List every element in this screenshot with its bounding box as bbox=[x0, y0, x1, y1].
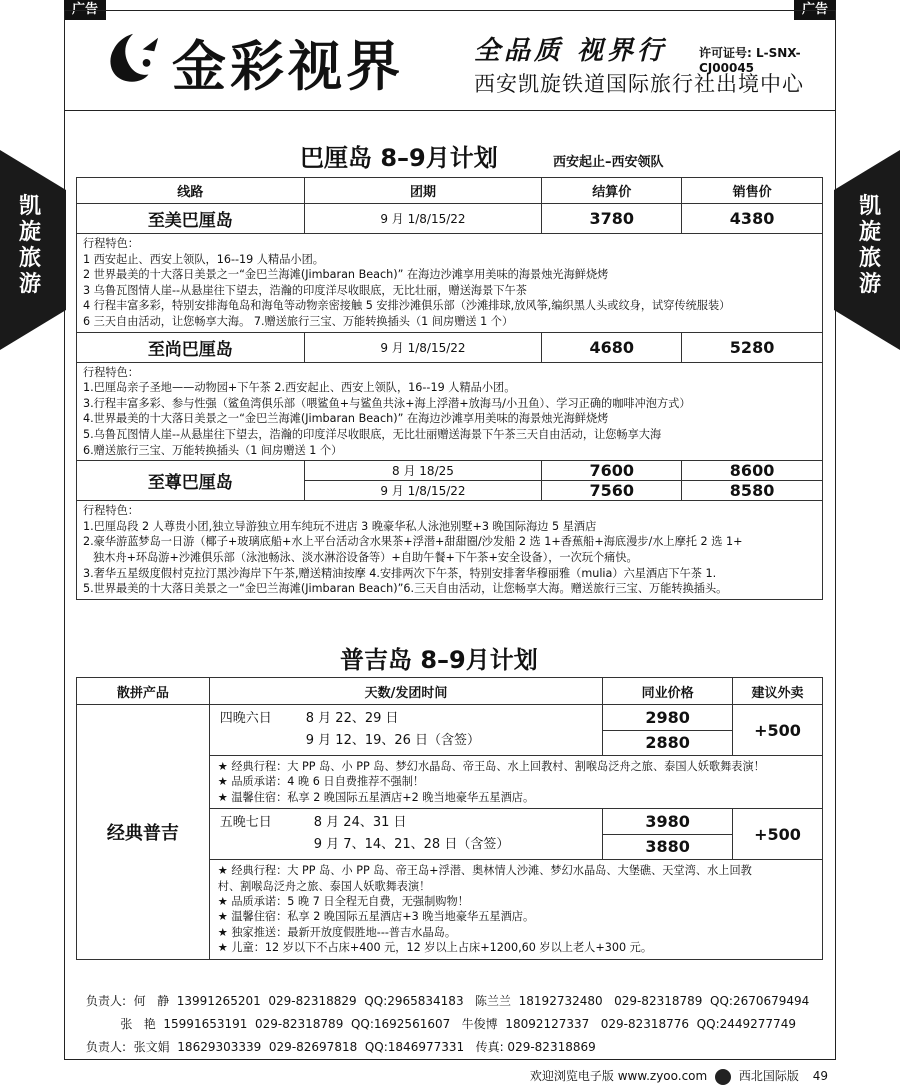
duration-label: 五晚七日 bbox=[219, 815, 272, 831]
feature-line: ★ 品质承诺：5 晚 7 日全程无自费，无强制购物！ bbox=[217, 895, 469, 909]
settle-price: 4680 bbox=[542, 332, 682, 362]
sale-price: 5280 bbox=[682, 332, 823, 362]
route-name: 至美巴厘岛 bbox=[77, 204, 305, 234]
route-name: 至尊巴厘岛 bbox=[77, 461, 305, 501]
ad-label-left: 广告 bbox=[64, 0, 106, 20]
header-divider bbox=[64, 110, 836, 111]
bali-title: 巴厘岛 8–9月计划 bbox=[300, 144, 498, 172]
feature-line: 3.行程丰富多彩、参与性强（鲨鱼湾俱乐部（喂鲨鱼+与鲨鱼共泳+海上浮潜+放海马/小丑鱼）、学习正确的咖啡冲泡方式） bbox=[83, 396, 691, 410]
route-name: 至尚巴厘岛 bbox=[77, 332, 305, 362]
footer-text: 欢迎浏览电子版 www.zyoo.com bbox=[529, 1069, 708, 1083]
feature-line: ★ 温馨住宿：私享 2 晚国际五星酒店+3 晚当地豪华五星酒店。 bbox=[217, 910, 535, 924]
feature-line: 行程特色： bbox=[83, 237, 139, 250]
feature-line: 3.奢华五星级度假村克拉汀黑沙海岸下午茶,赠送精油按摩 4.安排两次下午茶，特别安排奢华穆丽雅（mulia）六星酒店下午茶 1. bbox=[83, 566, 717, 580]
feature-line: 1.巴厘岛亲子圣地——动物园+下午茶 2.西安起止、西安上领队，16--19 人精品小团。 bbox=[83, 381, 516, 395]
date-line: 9 月 12、19、26 日（含签） bbox=[305, 733, 481, 748]
feature-line: 独木舟+环岛游+沙滩俱乐部（泳池畅泳、淡水淋浴设备等）+自助午餐+下午茶+安全设备），一次玩个痛快。 bbox=[93, 550, 638, 564]
contact-line: 负责人: 张文娟 18629303339 029-82697818 QQ:1846977331 传真: 029-82318869 bbox=[86, 1040, 596, 1054]
bali-table bbox=[76, 177, 823, 600]
col-header: 建议外卖 bbox=[733, 678, 823, 705]
sale-price: 4380 bbox=[682, 204, 823, 234]
license-number: 许可证号: L-SNX-CJ00045 bbox=[699, 46, 801, 75]
side-tab-right bbox=[834, 150, 900, 350]
trade-price: 3880 bbox=[603, 834, 733, 860]
side-char: 旅 bbox=[18, 246, 41, 271]
phuket-table bbox=[76, 677, 823, 960]
trade-price: 2980 bbox=[603, 705, 733, 731]
side-tab-left bbox=[0, 150, 66, 350]
feature-line: ★ 品质承诺：4 晚 6 日自费推荐不强制！ bbox=[217, 775, 425, 789]
col-header: 散拼产品 bbox=[77, 678, 210, 705]
footer bbox=[530, 1067, 828, 1085]
product-name: 经典普吉 bbox=[77, 705, 210, 960]
route-date: 9 月 1/8/15/22 bbox=[304, 204, 542, 234]
feature-line: 3 乌鲁瓦图情人崖--从悬崖往下望去，浩瀚的印度洋尽收眼底，无比壮丽，赠送海景下午茶 bbox=[83, 283, 527, 297]
route-date: 9 月 1/8/15/22 bbox=[304, 481, 542, 501]
logo-text: 金彩视界 bbox=[172, 34, 404, 98]
side-char: 凯 bbox=[858, 194, 881, 219]
feature-line: ★ 独家推送：最新开放度假胜地---普吉水晶岛。 bbox=[217, 925, 457, 939]
table-row bbox=[77, 332, 823, 362]
agency-name: 西安凯旋铁道国际旅行社出境中心 bbox=[474, 72, 804, 96]
brand-logo-icon bbox=[715, 1069, 731, 1085]
date-line: 9 月 7、14、21、28 日（含签） bbox=[313, 837, 510, 853]
date-line: 8 月 24、31 日 bbox=[313, 815, 407, 831]
package-dates bbox=[209, 809, 602, 860]
feature-line: 6.赠送旅行三宝、万能转换插头（1 间房赠送 1 个） bbox=[83, 443, 343, 457]
sale-price: 8600 bbox=[682, 461, 823, 481]
side-char: 旅 bbox=[858, 246, 881, 271]
feature-line: 村、割喉岛泛舟之旅、泰国人妖歌舞表演！ bbox=[217, 879, 431, 893]
date-line: 8 月 22、29 日 bbox=[305, 711, 399, 726]
feature-line: 2.豪华游蓝梦岛一日游（椰子+玻璃底船+水上平台活动含水果茶+浮潜+甜甜圈/沙发船 2 选 1+香蕉船+海底漫步/水上摩托 2 选 1+ bbox=[83, 535, 743, 549]
feature-line: 1 西安起止、西安上领队，16--19 人精品小团。 bbox=[83, 252, 324, 266]
settle-price: 7560 bbox=[542, 481, 682, 501]
settle-price: 3780 bbox=[542, 204, 682, 234]
side-char: 旋 bbox=[858, 220, 881, 245]
contact-line: 负责人: 何 静 13991265201 029-82318829 QQ:2965834183 陈兰兰 18192732480 029-82318789 QQ:2670679494 bbox=[86, 994, 810, 1008]
page-number: 49 bbox=[812, 1069, 828, 1083]
slogan: 全品质 视界行 bbox=[474, 36, 668, 66]
feature-line: 4 行程丰富多彩，特别安排海龟岛和海龟等动物亲密接触 5 安排沙滩俱乐部（沙滩排球,放风筝,编织黑人头或纹身，试穿传统服装） bbox=[83, 299, 731, 313]
feature-line: 5.世界最美的十大落日美景之一“金巴兰海滩(Jimbaran Beach)”6.三天自由活动，让您畅享大海。赠送旅行三宝、万能转换插头。 bbox=[83, 582, 728, 596]
feature-line: 2 世界最美的十大落日美景之一“金巴兰海滩(Jimbaran Beach)” 在海边沙滩享用美味的海景烛光海鲜烧烤 bbox=[83, 268, 609, 282]
feature-line: 5.乌鲁瓦图情人崖--从悬崖往下望去，浩瀚的印度洋尽收眼底，无比壮丽赠送海景下午茶三天自由活动，让您畅享大海 bbox=[83, 427, 662, 441]
logo-icon bbox=[104, 30, 162, 88]
side-char: 凯 bbox=[18, 194, 41, 219]
feature-line: 1.巴厘岛段 2 人尊贵小团,独立导游独立用车纯玩不进店 3 晚豪华私人泳池别墅+3 晚国际海边 5 星酒店 bbox=[83, 519, 597, 533]
col-header: 天数/发团时间 bbox=[209, 678, 602, 705]
col-header: 同业价格 bbox=[603, 678, 733, 705]
sale-price: 8580 bbox=[682, 481, 823, 501]
col-header: 结算价 bbox=[542, 178, 682, 204]
features-row bbox=[77, 501, 823, 600]
features-row bbox=[77, 362, 823, 461]
settle-price: 7600 bbox=[542, 461, 682, 481]
side-char: 游 bbox=[858, 272, 881, 297]
feature-line: 行程特色： bbox=[83, 504, 139, 518]
feature-line: 行程特色： bbox=[83, 365, 139, 379]
features-row bbox=[77, 234, 823, 333]
feature-line: ★ 儿童：12 岁以下不占床+400 元，12 岁以上占床+1200,60 岁以上老人+300 元。 bbox=[217, 941, 653, 955]
side-char: 旋 bbox=[18, 220, 41, 245]
suggested-markup: +500 bbox=[733, 705, 823, 756]
route-date: 9 月 1/8/15/22 bbox=[304, 332, 542, 362]
table-header-row bbox=[77, 678, 823, 705]
feature-line: 6 三天自由活动，让您畅享大海。 7.赠送旅行三宝、万能转换插头（1 间房赠送 1 个） bbox=[83, 314, 514, 328]
trade-price: 2880 bbox=[603, 730, 733, 756]
table-row bbox=[77, 461, 823, 481]
package-dates bbox=[209, 705, 602, 756]
bali-subtitle: 西安起止–西安领队 bbox=[553, 155, 664, 170]
duration-label: 四晚六日 bbox=[219, 711, 272, 726]
trade-price: 3980 bbox=[603, 809, 733, 835]
header bbox=[64, 10, 836, 110]
table-header-row bbox=[77, 178, 823, 204]
feature-line: ★ 经典行程：大 PP 岛、小 PP 岛、帝王岛+浮潜、奥林情人沙滩、梦幻水晶岛、大堡礁、天堂湾、水上回教 bbox=[217, 864, 752, 878]
feature-line: ★ 经典行程：大 PP 岛、小 PP 岛、梦幻水晶岛、帝王岛、水上回教村、割喉岛泛舟之旅、泰国人妖歌舞表演！ bbox=[217, 760, 765, 773]
table-row bbox=[77, 705, 823, 731]
phuket-title: 普吉岛 8–9月计划 bbox=[340, 646, 538, 674]
suggested-markup: +500 bbox=[733, 809, 823, 860]
feature-line: ★ 温馨住宿：私享 2 晚国际五星酒店+2 晚当地豪华五星酒店。 bbox=[217, 790, 535, 804]
side-char: 游 bbox=[18, 272, 41, 297]
contacts-block bbox=[86, 990, 809, 1059]
table-row bbox=[77, 204, 823, 234]
ad-label-right: 广告 bbox=[794, 0, 836, 20]
footer-brand: 西北国际版 bbox=[738, 1069, 799, 1083]
route-date: 8 月 18/25 bbox=[304, 461, 542, 481]
col-header: 线路 bbox=[77, 178, 305, 204]
contact-line: 张 艳 15991653191 029-82318789 QQ:1692561607 牛俊博 18092127337 029-82318776 QQ:2449277749 bbox=[86, 1017, 796, 1031]
col-header: 团期 bbox=[304, 178, 542, 204]
col-header: 销售价 bbox=[682, 178, 823, 204]
feature-line: 4.世界最美的十大落日美景之一“金巴兰海滩(Jimbaran Beach)” 在海边沙滩享用美味的海景烛光海鲜烧烤 bbox=[83, 412, 609, 426]
